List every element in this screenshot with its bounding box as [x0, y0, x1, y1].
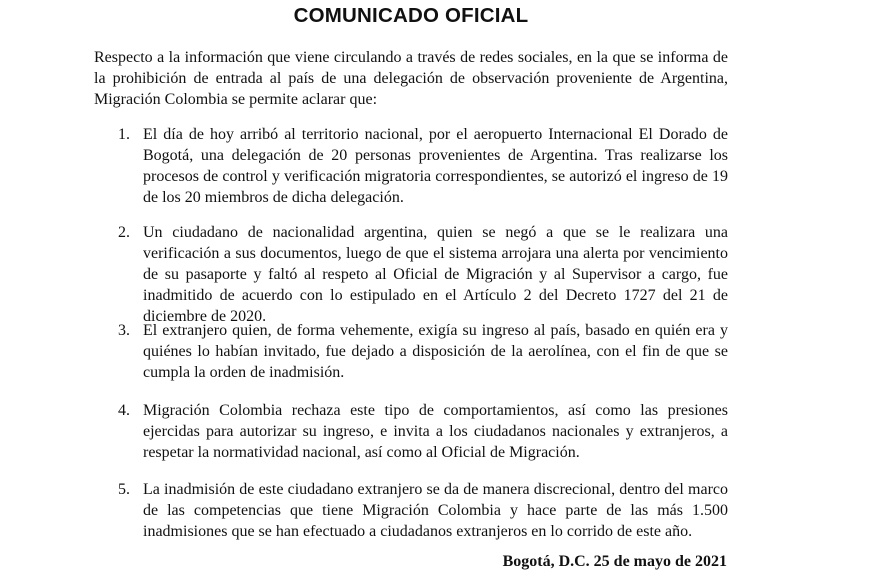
list-item-text: El día de hoy arribó al territorio nacional, por el aeropuerto Internacional El Dorado de Bogotá, una delegación de 20 personas provenientes de Argentina. Tras realizarse los procesos de control y verificación migratoria correspondientes, se autorizó el ingreso de 19 de los 20 miembros de dicha delegación. [143, 126, 728, 206]
list-item-text: El extranjero quien, de forma vehemente, exigía su ingreso al país, basado en quién era y quiénes lo habían invitado, fue dejado a disposición de la aerolínea, con el fin de que se cumpla la orden de inadmisión. [143, 322, 728, 381]
list-item-text: La inadmisión de este ciudadano extranjero se da de manera discrecional, dentro del marco de las competencias que tiene Migración Colombia y hace parte de las más 1.500 inadmisiones que se han efectuado a ciudadanos extranjeros en lo corrido de este año. [143, 481, 728, 540]
intro-paragraph: Respecto a la información que viene circulando a través de redes sociales, en la que se informa de la prohibición de entrada al país de una delegación de observación proveniente de Argentina, Migración Colombia se permite aclarar que: [94, 49, 728, 108]
document-date: Bogotá, D.C. 25 de mayo de 2021 [502, 553, 727, 570]
list-item [118, 222, 728, 327]
list-item-number: 2. [118, 224, 130, 241]
list-item [118, 479, 728, 542]
list-item-number: 5. [118, 481, 130, 498]
list-item [118, 320, 728, 383]
list-item [118, 400, 728, 463]
list-item-text: Un ciudadano de nacionalidad argentina, quien se negó a que se le realizara una verificación a sus documentos, luego de que el sistema arrojara una alerta por vencimiento de su pasaporte y faltó al respeto al Oficial de Migración y al Supervisor a cargo, fue inadmitido de acuerdo con lo estipulado en el Artículo 2 del Decreto 1727 del 21 de diciembre de 2020. [143, 224, 728, 325]
list-item [118, 124, 728, 208]
list-item-text: Migración Colombia rechaza este tipo de comportamientos, así como las presiones ejercidas para autorizar su ingreso, e invita a los ciudadanos nacionales y extranjeros, a respetar la normatividad nacional, así como al Oficial de Migración. [143, 402, 728, 461]
list-item-number: 4. [118, 402, 130, 419]
document-title: COMUNICADO OFICIAL [293, 4, 529, 27]
list-item-number: 3. [118, 322, 130, 339]
list-item-number: 1. [118, 126, 130, 143]
